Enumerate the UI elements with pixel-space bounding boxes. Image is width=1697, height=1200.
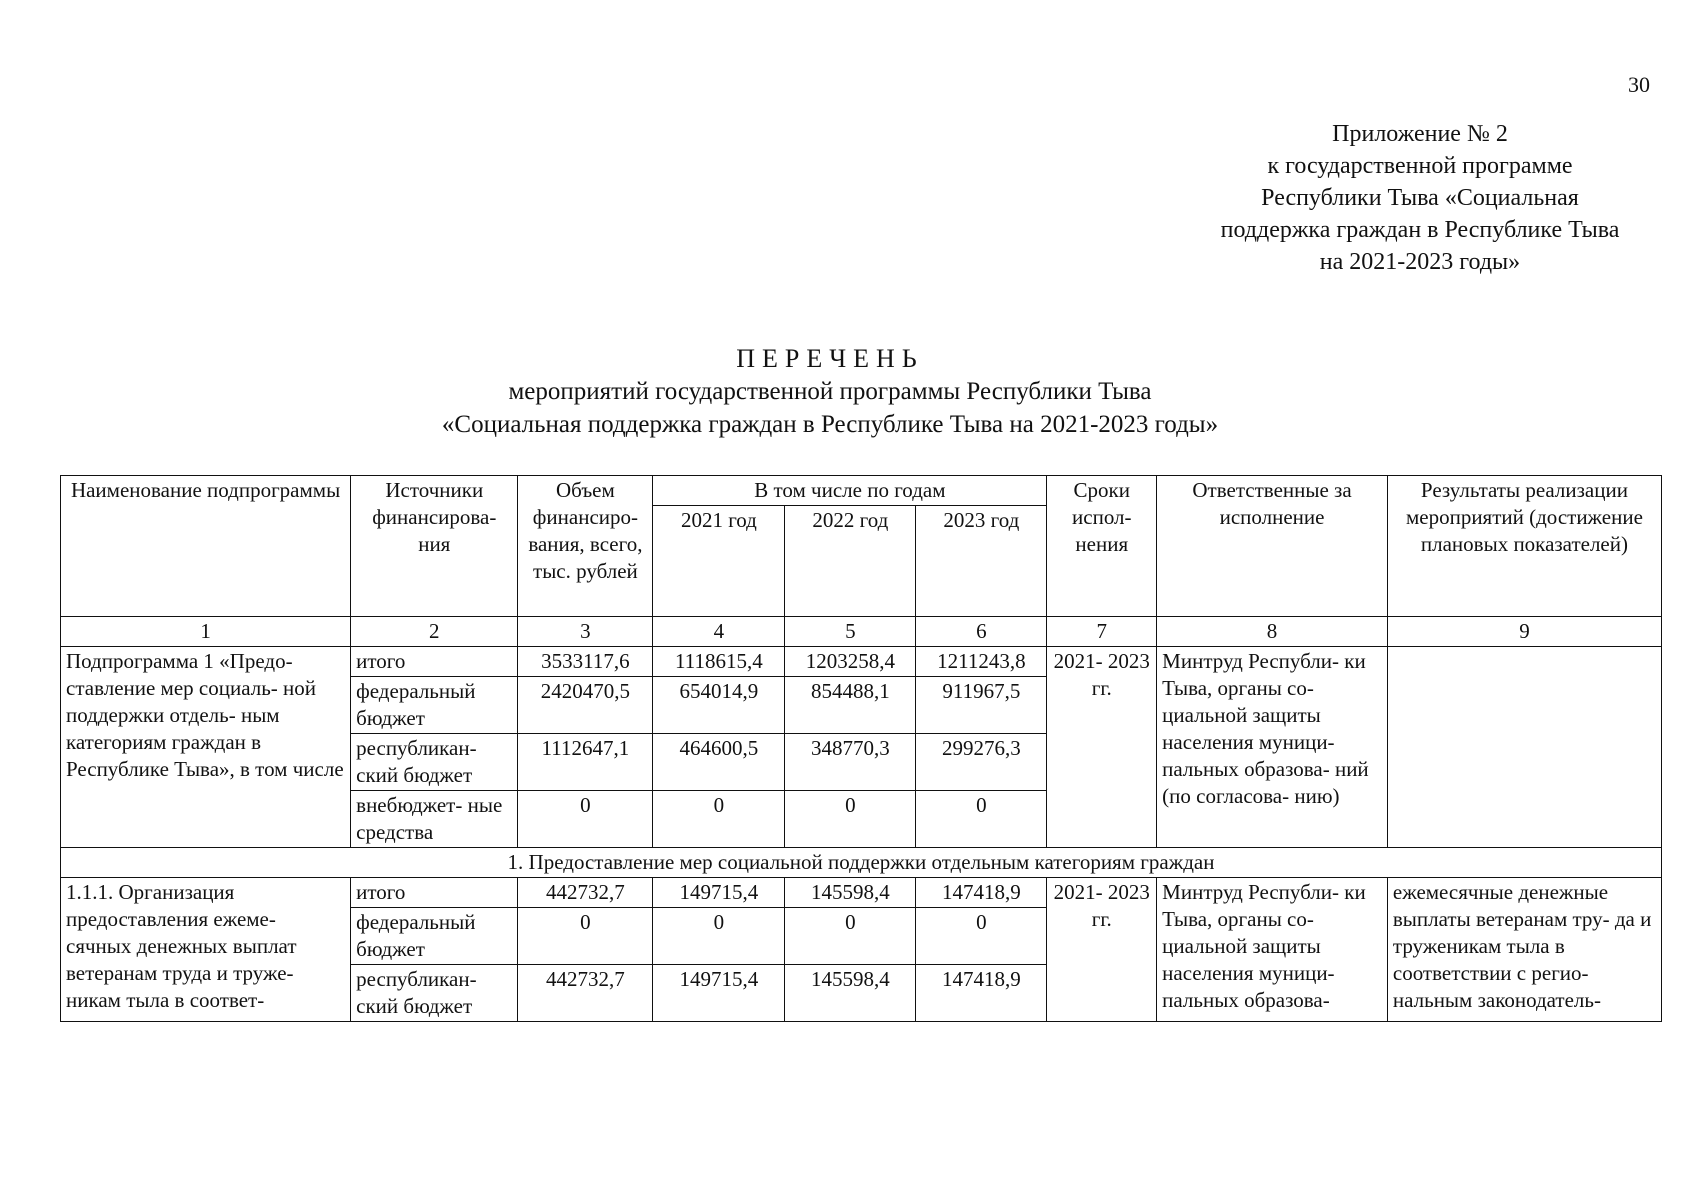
funding-source: федеральный бюджет (351, 908, 518, 965)
table-row (61, 647, 1662, 677)
header-results: Результаты реализации мероприятий (достижение плановых показателей) (1387, 476, 1661, 617)
funding-2022: 145598,4 (785, 878, 916, 908)
section-title: 1. Предоставление мер социальной поддержки отдельным категориям граждан (61, 848, 1662, 878)
appendix-line: к государственной программе (1267, 153, 1573, 179)
funding-2022: 1203258,4 (785, 647, 916, 677)
document-subtitle: мероприятий государственной программы Республики Тыва (508, 378, 1152, 405)
page-number: 30 (1628, 72, 1650, 97)
funding-2022: 145598,4 (785, 965, 916, 1022)
execution-term: 2021- 2023 гг. (1047, 647, 1157, 848)
column-number: 1 (61, 617, 351, 647)
funding-total: 2420470,5 (518, 677, 653, 734)
funding-total: 0 (518, 908, 653, 965)
header-year-2023: 2023 год (916, 506, 1047, 617)
funding-total: 1112647,1 (518, 734, 653, 791)
header-source: Источники финансирова- ния (351, 476, 518, 617)
column-number: 2 (351, 617, 518, 647)
funding-2021: 0 (653, 908, 785, 965)
funding-2021: 149715,4 (653, 965, 785, 1022)
funding-source: федеральный бюджет (351, 677, 518, 734)
appendix-line: Республики Тыва «Социальная (1261, 185, 1579, 211)
column-number: 3 (518, 617, 653, 647)
funding-2022: 0 (785, 791, 916, 848)
funding-2023: 147418,9 (916, 965, 1047, 1022)
funding-2023: 0 (916, 908, 1047, 965)
responsible-party: Минтруд Республи- ки Тыва, органы со- циальной защиты населения муници- пальных образова- ний (по согласова- нию) (1157, 647, 1388, 848)
table-row (61, 878, 1662, 908)
expected-results (1387, 647, 1661, 848)
funding-2023: 0 (916, 791, 1047, 848)
funding-source: внебюджет- ные средства (351, 791, 518, 848)
subprogram-name: Подпрограмма 1 «Предо- ставление мер социаль- ной поддержки отдель- ным категориям граждан в Республике Тыва», в том числе (61, 647, 351, 848)
header-name: Наименование подпрограммы (61, 476, 351, 617)
header-year-2021: 2021 год (653, 506, 785, 617)
funding-2022: 348770,3 (785, 734, 916, 791)
funding-source: республикан- ский бюджет (351, 734, 518, 791)
column-number-row (61, 617, 1662, 647)
expected-results: ежемесячные денежные выплаты ветеранам тру- да и труженикам тыла в соответствии с регио- нальным законодатель- (1387, 878, 1661, 1022)
column-number: 4 (653, 617, 785, 647)
funding-total: 442732,7 (518, 965, 653, 1022)
funding-2023: 147418,9 (916, 878, 1047, 908)
appendix-line: Приложение № 2 (1332, 121, 1508, 147)
measures-table (60, 475, 1662, 1022)
section-row (61, 848, 1662, 878)
funding-2022: 854488,1 (785, 677, 916, 734)
execution-term: 2021- 2023 гг. (1047, 878, 1157, 1022)
funding-2023: 299276,3 (916, 734, 1047, 791)
column-number: 5 (785, 617, 916, 647)
funding-source: итого (351, 647, 518, 677)
funding-total: 3533117,6 (518, 647, 653, 677)
header-term: Сроки испол- нения (1047, 476, 1157, 617)
funding-2021: 149715,4 (653, 878, 785, 908)
funding-2021: 0 (653, 791, 785, 848)
measure-name: 1.1.1. Организация предоставления ежеме- сячных денежных выплат ветеранам труда и труже- никам тыла в соответ- (61, 878, 351, 1022)
funding-2022: 0 (785, 908, 916, 965)
funding-source: республикан- ский бюджет (351, 965, 518, 1022)
responsible-party: Минтруд Республи- ки Тыва, органы со- циальной защиты населения муници- пальных образова- (1157, 878, 1388, 1022)
document-heading (330, 342, 1330, 441)
funding-2021: 464600,5 (653, 734, 785, 791)
column-number: 8 (1157, 617, 1388, 647)
funding-2021: 654014,9 (653, 677, 785, 734)
appendix-note (1160, 118, 1680, 278)
funding-2021: 1118615,4 (653, 647, 785, 677)
header-year-2022: 2022 год (785, 506, 916, 617)
funding-2023: 1211243,8 (916, 647, 1047, 677)
document-subtitle: «Социальная поддержка граждан в Республике Тыва на 2021-2023 годы» (441, 411, 1219, 438)
header-volume: Объем финансиро- вания, всего, тыс. рублей (518, 476, 653, 617)
column-number: 6 (916, 617, 1047, 647)
header-by-years: В том числе по годам (653, 476, 1047, 506)
funding-source: итого (351, 878, 518, 908)
appendix-line: на 2021-2023 годы» (1319, 249, 1521, 275)
funding-2023: 911967,5 (916, 677, 1047, 734)
document-title: ПЕРЕЧЕНЬ (736, 344, 924, 373)
appendix-line: поддержка граждан в Республике Тыва (1220, 217, 1620, 243)
header-responsible: Ответственные за исполнение (1157, 476, 1388, 617)
funding-total: 442732,7 (518, 878, 653, 908)
column-number: 9 (1387, 617, 1661, 647)
column-number: 7 (1047, 617, 1157, 647)
funding-total: 0 (518, 791, 653, 848)
